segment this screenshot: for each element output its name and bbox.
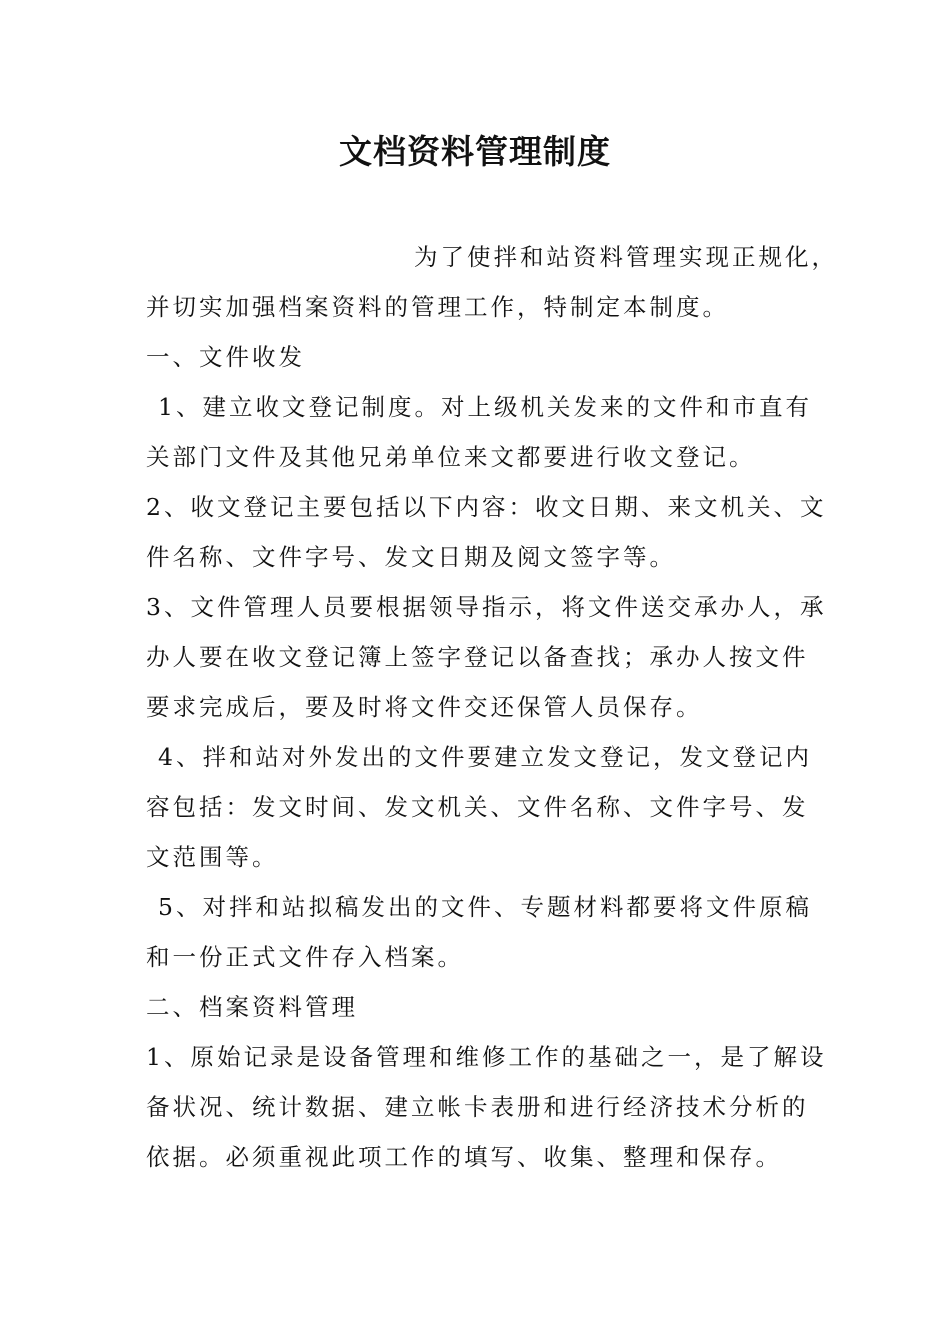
document-body — [146, 232, 838, 1182]
section-heading: 二、档案资料管理 — [146, 993, 358, 1021]
paragraph-line: 备状况、统计数据、建立帐卡表册和进行经济技术分析的 — [146, 1093, 809, 1121]
paragraph-line: 3、文件管理人员要根据领导指示，将文件送交承办人，承 — [146, 593, 827, 621]
paragraph-line: 容包括：发文时间、发文机关、文件名称、文件字号、发 — [146, 793, 809, 821]
section-heading: 一、文件收发 — [146, 343, 305, 371]
paragraph-line: 4、拌和站对外发出的文件要建立发文登记，发文登记内 — [158, 743, 812, 771]
paragraph-line: 要求完成后，要及时将文件交还保管人员保存。 — [146, 693, 703, 721]
paragraph-line: 并切实加强档案资料的管理工作，特制定本制度。 — [146, 293, 729, 321]
paragraph-line: 和一份正式文件存入档案。 — [146, 943, 464, 971]
paragraph-line: 件名称、文件字号、发文日期及阅文签字等。 — [146, 543, 676, 571]
paragraph-line: 关部门文件及其他兄弟单位来文都要进行收文登记。 — [146, 443, 756, 471]
paragraph-line: 文范围等。 — [146, 843, 279, 871]
document-title: 文档资料管理制度 — [339, 132, 611, 171]
paragraph-line: 1、建立收文登记制度。对上级机关发来的文件和市直有 — [158, 393, 812, 421]
paragraph-line: 1、原始记录是设备管理和维修工作的基础之一，是了解设 — [146, 1043, 827, 1071]
paragraph-line: 依据。必须重视此项工作的填写、收集、整理和保存。 — [146, 1143, 782, 1171]
paragraph-line: 5、对拌和站拟稿发出的文件、专题材料都要将文件原稿 — [158, 893, 812, 921]
paragraph-line: 2、收文登记主要包括以下内容：收文日期、来文机关、文 — [146, 493, 827, 521]
paragraph-line: 办人要在收文登记簿上签字登记以备查找；承办人按文件 — [146, 643, 809, 671]
paragraph-line: 为了使拌和站资料管理实现正规化， — [414, 243, 838, 271]
